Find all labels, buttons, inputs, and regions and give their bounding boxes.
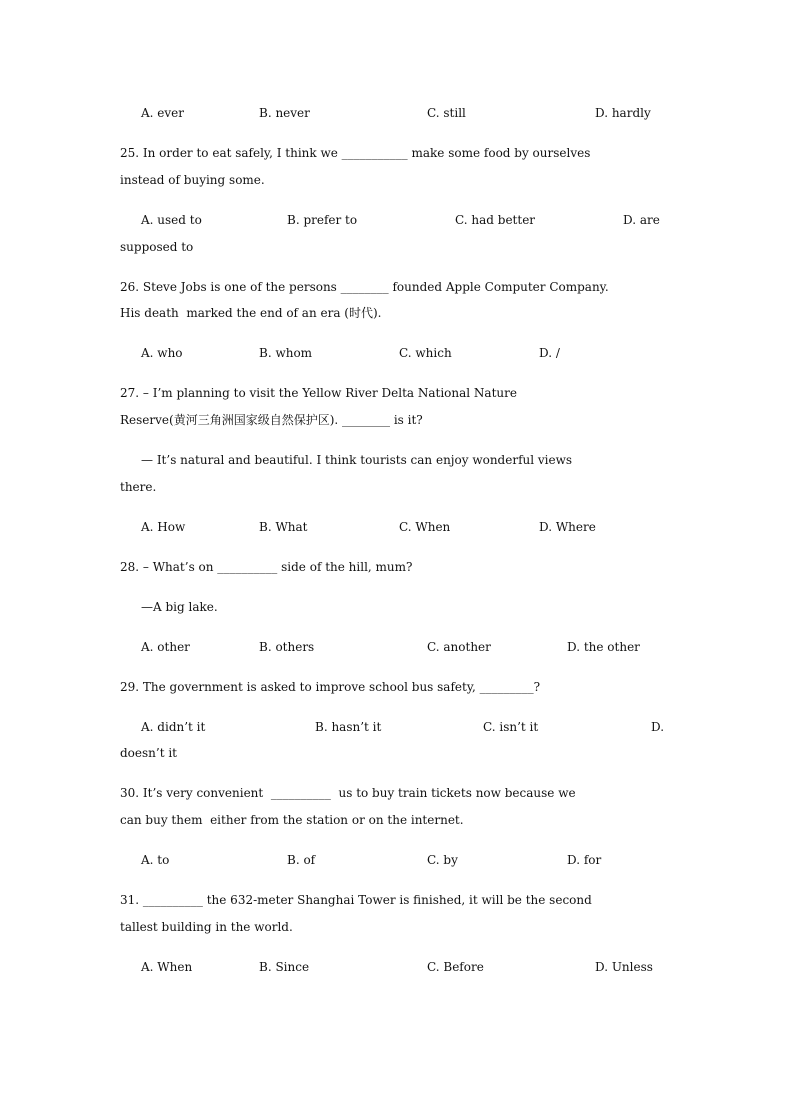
option-d: D. for [567,853,602,867]
option-b: B. others [259,640,315,654]
option-a: A. How [141,520,186,534]
option-b: B. whom [259,346,313,360]
option-c: C. Before [427,960,484,974]
option-b: B. What [259,520,308,534]
option-c: C. When [399,520,451,534]
option-d: D. Where [539,520,596,534]
option-b: B. prefer to [287,213,358,227]
option-d: D. are [623,213,660,227]
question-text-line-2: tallest building in the world. [120,920,293,934]
option-a: A. used to [141,213,202,227]
answer-line-2: there. [120,480,157,494]
option-c: C. which [399,346,452,360]
option-c: C. had better [455,213,536,227]
question-text-line-1: 27. – I’m planning to visit the Yellow River Delta National Nature [120,386,517,400]
question-text-line-2: His death marked the end of an era (时代). [120,306,382,320]
option-a: A. who [141,346,183,360]
question-text-line-2: can buy them either from the station or on the internet. [120,813,464,827]
answer-line: —A big lake. [141,600,218,614]
option-c: C. still [427,106,466,120]
question-text-line-1: 31. __________ the 632-meter Shanghai Tower is finished, it will be the second [120,893,592,907]
option-a: A. to [141,853,170,867]
option-a: A. ever [141,106,185,120]
option-b: B. hasn’t it [315,720,382,734]
option-c: C. isn’t it [483,720,539,734]
option-b: B. never [259,106,310,120]
option-d: D. [651,720,665,734]
question-text-line-2: instead of buying some. [120,173,265,187]
option-d: D. hardly [595,106,651,120]
option-b: B. of [287,853,316,867]
question-text-line-1: 26. Steve Jobs is one of the persons ________ founded Apple Computer Company. [120,280,609,294]
question-text-line-1: 28. – What’s on __________ side of the hill, mum? [120,560,413,574]
option-a: A. didn’t it [141,720,206,734]
option-a: A. When [141,960,193,974]
option-b: B. Since [259,960,310,974]
option-c: C. by [427,853,458,867]
option-d-continued: supposed to [120,240,194,254]
option-c: C. another [427,640,491,654]
answer-line-1: — It’s natural and beautiful. I think tourists can enjoy wonderful views [141,453,573,467]
option-d: D. / [539,346,560,360]
option-d-continued: doesn’t it [120,746,178,760]
option-a: A. other [141,640,190,654]
question-text-line-2: Reserve(黄河三角洲国家级自然保护区). ________ is it? [120,413,423,427]
option-d: D. the other [567,640,640,654]
question-text-line-1: 29. The government is asked to improve school bus safety, _________? [120,680,541,694]
option-d: D. Unless [595,960,653,974]
question-text-line-1: 25. In order to eat safely, I think we ___________ make some food by ourselves [120,146,591,160]
question-text-line-1: 30. It’s very convenient __________ us to buy train tickets now because we [120,786,576,800]
